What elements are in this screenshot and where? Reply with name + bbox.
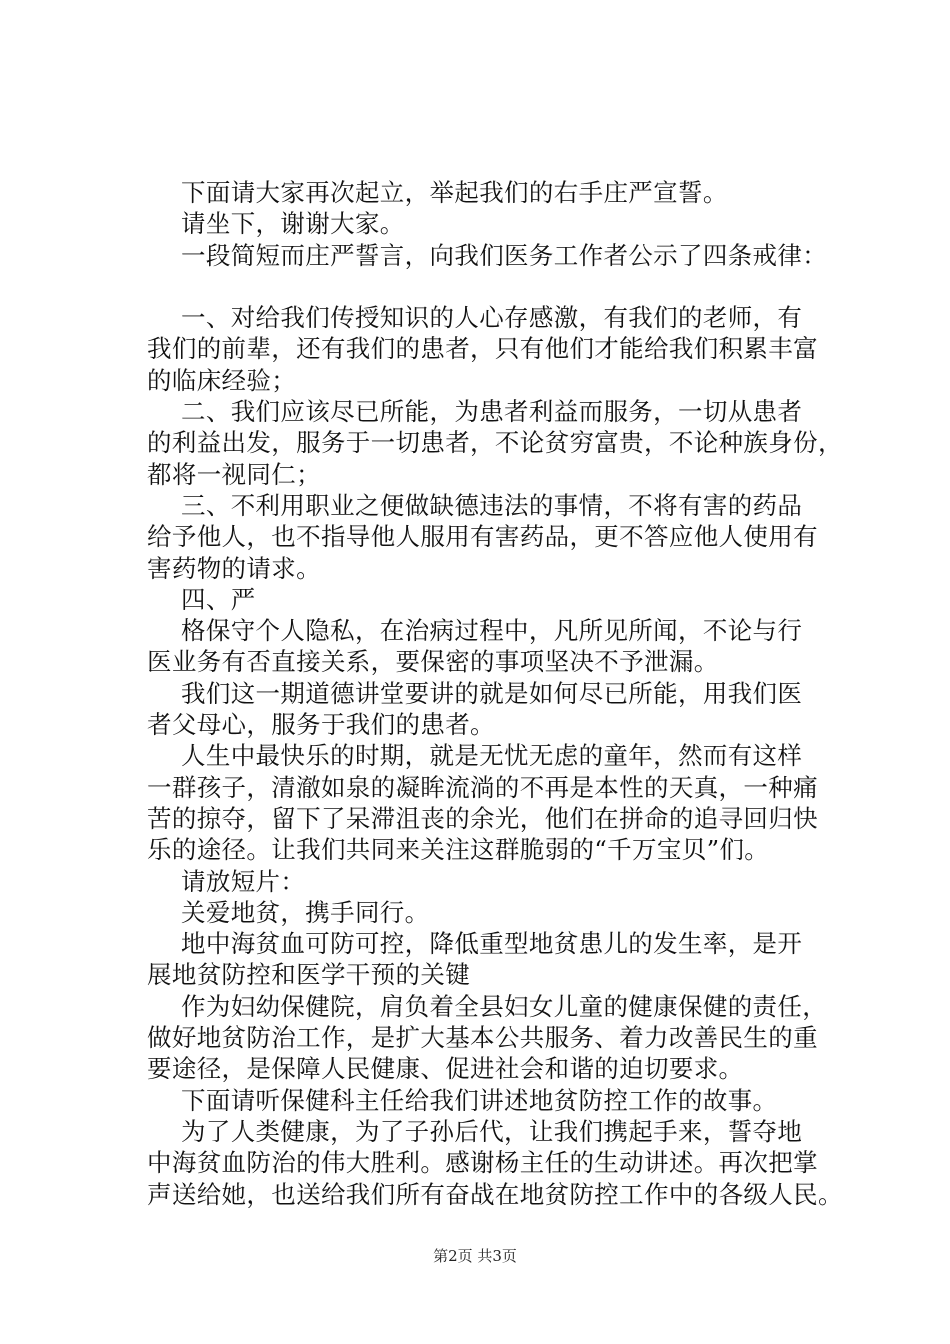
- text-line: 声送给她，也送给我们所有奋战在地贫防控工作中的各级人民。: [147, 1179, 843, 1209]
- text-line: 下面请听保健科主任给我们讲述地贫防控工作的故事。: [181, 1085, 778, 1115]
- text-line: 害药物的请求。: [147, 553, 321, 583]
- text-line: 地中海贫血可防可控，降低重型地贫患儿的发生率，是开: [181, 929, 803, 959]
- text-line: 者父母心，服务于我们的患者。: [147, 710, 495, 740]
- text-line: 中海贫血防治的伟大胜利。感谢杨主任的生动讲述。再次把掌: [147, 1148, 818, 1178]
- text-line: 苦的掠夺，留下了呆滞沮丧的余光，他们在拼命的追寻回归快: [147, 803, 818, 833]
- text-line: 四、严: [181, 584, 256, 614]
- blank-line: [147, 271, 837, 302]
- text-line: 格保守个人隐私，在治病过程中，凡所见所闻，不论与行: [181, 616, 803, 646]
- text-line: 给予他人，也不指导他人服用有害药品，更不答应他人使用有: [147, 522, 818, 552]
- text-line: 我们这一期道德讲堂要讲的就是如何尽已所能，用我们医: [181, 678, 803, 708]
- page-footer: 第2页 共3页: [433, 1247, 517, 1265]
- text-line: 关爱地贫，携手同行。: [181, 897, 430, 927]
- text-line: 二、我们应该尽已所能，为患者利益而服务，一切从患者: [181, 397, 803, 427]
- text-line: 一、对给我们传授知识的人心存感激，有我们的老师，有: [181, 303, 803, 333]
- text-line: 一群孩子，清澈如泉的凝眸流淌的不再是本性的天真，一种痛: [147, 772, 818, 802]
- text-line: 的利益出发，服务于一切患者，不论贫穷富贵，不论种族身份，: [147, 428, 843, 458]
- text-line: 三、不利用职业之便做缺德违法的事情，不将有害的药品: [181, 490, 803, 520]
- text-line: 乐的途径。让我们共同来关注这群脆弱的“千万宝贝”们。: [147, 835, 770, 865]
- text-line: 展地贫防控和医学干预的关键: [147, 960, 471, 990]
- text-line: 请坐下，谢谢大家。: [181, 209, 405, 239]
- text-line: 下面请大家再次起立，举起我们的右手庄严宣誓。: [181, 178, 728, 207]
- text-line: 一段简短而庄严誓言，向我们医务工作者公示了四条戒律：: [181, 240, 828, 270]
- text-line: 作为妇幼保健院，肩负着全县妇女儿童的健康保健的责任，: [181, 991, 828, 1021]
- text-line: 的临床经验；: [147, 365, 297, 395]
- text-line: 我们的前辈，还有我们的患者，只有他们才能给我们积累丰富: [147, 334, 818, 364]
- text-line: 为了人类健康，为了子孙后代，让我们携起手来，誓夺地: [181, 1116, 803, 1146]
- text-line: 做好地贫防治工作，是扩大基本公共服务、着力改善民生的重: [147, 1023, 818, 1053]
- text-line: 人生中最快乐的时期，就是无忧无虑的童年，然而有这样: [181, 741, 803, 771]
- document-body: [147, 177, 843, 1210]
- text-line: 要途径，是保障人民健康、促进社会和谐的迫切要求。: [147, 1054, 744, 1084]
- text-line: 都将一视同仁；: [147, 459, 321, 489]
- text-line: 医业务有否直接关系，要保密的事项坚决不予泄漏。: [147, 647, 719, 677]
- text-line: 请放短片：: [181, 866, 306, 896]
